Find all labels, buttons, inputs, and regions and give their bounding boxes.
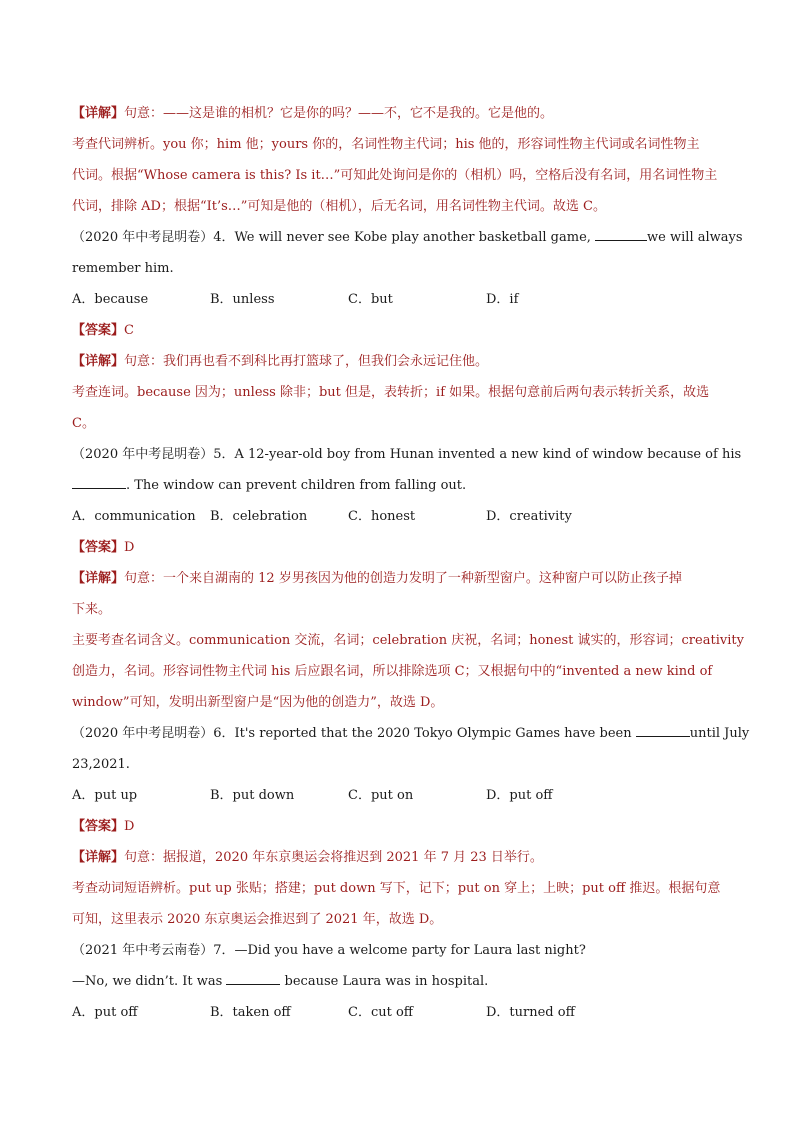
option-item: A．put up (72, 788, 138, 803)
text-line (72, 191, 722, 222)
labeled-line (72, 811, 722, 842)
option-item: C．but (348, 292, 393, 307)
option-item: D．if (486, 292, 519, 307)
line-text: 考查代词辨析。you 你；him 他；yours 你的，名词性物主代词；his 他的，形容词性物主代词或名词性物主 (72, 137, 700, 152)
answer-blank (226, 970, 280, 985)
option-item: B．put down (210, 788, 295, 803)
question-text: （2020 年中考昆明卷）6．It's reported that the 2020 Tokyo Olympic Games have been (72, 726, 636, 741)
line-text: C (124, 323, 134, 338)
option-item: A．communication (72, 509, 196, 524)
question-text: . The window can prevent children from falling out. (126, 478, 467, 493)
section-tag: 【答案】 (72, 540, 125, 555)
line-text: （2021 年中考云南卷）7．—Did you have a welcome party for Laura last night? (72, 943, 586, 958)
labeled-line (72, 842, 722, 873)
answer-blank (595, 226, 647, 241)
question-text: we will always (647, 230, 743, 245)
text-line (72, 594, 722, 625)
text-line (72, 935, 722, 966)
section-tag: 【答案】 (72, 323, 125, 338)
section-tag: 【详解】 (72, 106, 125, 121)
labeled-line (72, 98, 722, 129)
line-text: 考查连词。because 因为；unless 除非；but 但是，表转折；if 如果。根据句意前后两句表示转折关系，故选 (72, 385, 710, 400)
text-line (72, 160, 722, 191)
question-line (72, 470, 722, 501)
section-tag: 【答案】 (72, 819, 125, 834)
section-tag: 【详解】 (72, 571, 125, 586)
option-item: D．turned off (486, 1005, 575, 1020)
line-text: 句意：一个来自湖南的 12 岁男孩因为他的创造力发明了一种新型窗户。这种窗户可以防止孩子掉 (124, 571, 682, 586)
option-item: B．celebration (210, 509, 308, 524)
question-line (72, 222, 743, 253)
text-line (72, 129, 722, 160)
document-page (72, 98, 750, 1028)
labeled-line (72, 532, 722, 563)
text-line (72, 873, 722, 904)
answer-blank (72, 474, 126, 489)
question-line (72, 718, 750, 749)
line-text: remember him. (72, 261, 174, 276)
option-item: D．creativity (486, 509, 572, 524)
line-text: 下来。 (72, 602, 112, 617)
question-line (72, 966, 722, 997)
line-text: 句意：我们再也看不到科比再打篮球了，但我们会永远记住他。 (124, 354, 489, 369)
question-text: because Laura was in hospital. (280, 974, 489, 989)
line-text: 创造力，名词。形容词性物主代词 his 后应跟名词，所以排除选项 C；又根据句中的“invented a new kind of (72, 664, 713, 679)
line-text: C。 (72, 416, 95, 431)
option-item: C．put on (348, 788, 414, 803)
line-text: D (124, 540, 135, 555)
labeled-line (72, 563, 722, 594)
answer-options (72, 284, 722, 315)
line-text: 句意：——这是谁的相机？它是你的吗？——不，它不是我的。它是他的。 (124, 106, 554, 121)
text-line (72, 687, 722, 718)
text-line (72, 377, 722, 408)
question-text: —No, we didn’t. It was (72, 974, 227, 989)
line-text: 考查动词短语辨析。put up 张贴；搭建；put down 写下，记下；put on 穿上；上映；put off 推迟。根据句意 (72, 881, 721, 896)
section-tag: 【详解】 (72, 850, 125, 865)
option-item: B．taken off (210, 1005, 291, 1020)
line-text: 可知，这里表示 2020 东京奥运会推迟到了 2021 年，故选 D。 (72, 912, 443, 927)
section-tag: 【详解】 (72, 354, 125, 369)
option-item: B．unless (210, 292, 275, 307)
line-text: （2020 年中考昆明卷）5．A 12-year-old boy from Hunan invented a new kind of window because of his (72, 447, 742, 462)
text-line (72, 904, 722, 935)
option-item: C．cut off (348, 1005, 414, 1020)
answer-blank (636, 722, 690, 737)
question-text: （2020 年中考昆明卷）4．We will never see Kobe play another basketball game, (72, 230, 596, 245)
labeled-line (72, 346, 722, 377)
line-text: 主要考查名词含义。communication 交流，名词；celebration 庆祝，名词；honest 诚实的，形容词；creativity (72, 633, 744, 648)
text-line (72, 439, 742, 470)
answer-options (72, 501, 722, 532)
line-text: 句意：据报道，2020 年东京奥运会将推迟到 2021 年 7 月 23 日举行。 (124, 850, 543, 865)
text-line (72, 253, 722, 284)
option-item: D．put off (486, 788, 553, 803)
line-text: 代词。根据“Whose camera is this? Is it…”可知此处询问是你的（相机）吗，空格后没有名词，用名词性物主 (72, 168, 718, 183)
text-line (72, 408, 722, 439)
answer-options (72, 997, 722, 1028)
line-text: window”可知，发明出新型窗户是“因为他的创造力”，故选 D。 (72, 695, 444, 710)
line-text: 代词，排除 AD；根据“It’s…”可知是他的（相机），后无名词，用名词性物主代词。故选 C。 (72, 199, 606, 214)
text-line (72, 625, 744, 656)
option-item: C．honest (348, 509, 416, 524)
text-line (72, 656, 722, 687)
text-line (72, 749, 722, 780)
option-item: A．put off (72, 1005, 138, 1020)
line-text: D (124, 819, 135, 834)
option-item: A．because (72, 292, 149, 307)
line-text: 23,2021. (72, 757, 130, 772)
question-text: until July (689, 726, 750, 741)
labeled-line (72, 315, 722, 346)
answer-options (72, 780, 722, 811)
